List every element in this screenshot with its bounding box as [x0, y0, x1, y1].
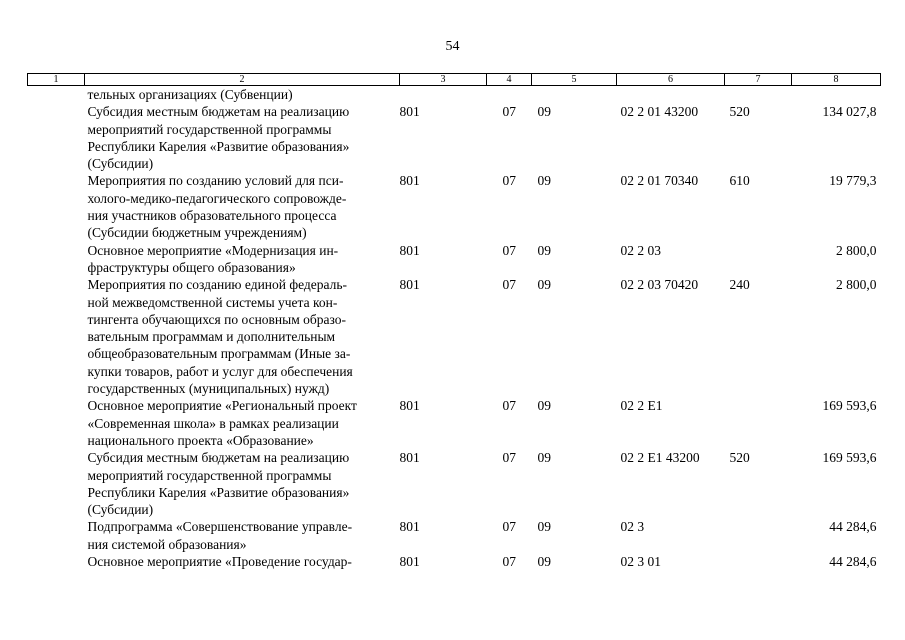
item-name-line: Мероприятия по созданию условий для пси- [87, 173, 344, 189]
item-name-line: тингента обучающихся по основным образо- [87, 311, 346, 327]
subsection-code-cell: 09 [537, 398, 551, 414]
page-number: 54 [445, 39, 460, 54]
subsection-code-cell: 09 [537, 173, 551, 189]
item-name-line: ния участников образовательного процесса [87, 208, 337, 224]
table-row [28, 86, 881, 104]
item-name-line: вательным программам и дополнительным [87, 329, 336, 345]
item-name-line: (Субсидии) [87, 156, 154, 172]
department-code-cell: 801 [399, 398, 420, 414]
column-number-header: 5 [532, 74, 617, 86]
department-code-cell: 801 [399, 173, 420, 189]
item-name-line: ной межведомственной системы учета кон- [87, 294, 338, 310]
department-code-cell: 801 [399, 242, 420, 258]
item-name-line: холого-медико-педагогического сопровожде- [87, 190, 347, 206]
expense-type-cell [725, 242, 792, 277]
column-number-header: 8 [792, 74, 881, 86]
item-name-line: (Субсидии) [87, 502, 154, 518]
amount-cell: 169 593,6 [822, 450, 877, 466]
target-article-cell: 02 2 01 70340 [620, 173, 699, 189]
subsection-code-cell: 09 [537, 242, 551, 258]
section-code-cell [487, 86, 532, 104]
column-number-header: 2 [85, 74, 400, 86]
section-code-cell: 07 [502, 104, 516, 120]
amount-cell: 2 800,0 [836, 242, 877, 258]
column-number-header: 7 [725, 74, 792, 86]
target-article-cell: 02 2 E1 43200 [620, 450, 700, 466]
department-code-cell [400, 86, 487, 104]
row-number-cell [28, 103, 85, 172]
expense-type-cell: 520 [729, 450, 750, 466]
table-row [28, 449, 881, 518]
column-number-header: 4 [487, 74, 532, 86]
expense-type-cell: 240 [729, 277, 750, 293]
expense-type-cell: 610 [729, 173, 750, 189]
row-number-cell [28, 172, 85, 241]
row-number-cell [28, 242, 85, 277]
section-code-cell: 07 [502, 398, 516, 414]
item-name-cell [85, 449, 400, 518]
row-number-cell [28, 86, 85, 104]
row-number-cell [28, 518, 85, 553]
subsection-code-cell [532, 86, 617, 104]
subsection-code-cell: 09 [537, 104, 551, 120]
table-row [28, 103, 881, 172]
item-name-line: мероприятий государственной программы [87, 121, 332, 137]
item-name-line: Подпрограмма «Совершенствование управле- [87, 519, 353, 535]
section-code-cell: 07 [502, 277, 516, 293]
subsection-code-cell: 09 [537, 554, 551, 570]
item-name-line: тельных организациях (Субвенции) [87, 87, 293, 102]
amount-cell: 169 593,6 [822, 398, 877, 414]
item-name-cell [85, 86, 400, 104]
column-number-header-row [28, 74, 881, 86]
item-name-line: государственных (муниципальных) нужд) [87, 381, 330, 397]
table-row [28, 553, 881, 570]
target-article-cell: 02 2 03 [620, 242, 661, 258]
table-row [28, 276, 881, 397]
item-name-cell [85, 518, 400, 553]
target-article-cell: 02 2 03 70420 [620, 277, 699, 293]
section-code-cell: 07 [502, 242, 516, 258]
department-code-cell: 801 [399, 104, 420, 120]
subsection-code-cell: 09 [537, 450, 551, 466]
subsection-code-cell: 09 [537, 277, 551, 293]
item-name-line: национального проекта «Образование» [87, 432, 314, 448]
item-name-line: ния системой образования» [87, 536, 247, 552]
item-name-line: фраструктуры общего образования» [87, 259, 296, 275]
target-article-cell: 02 3 [620, 519, 645, 535]
item-name-line: Республики Карелия «Развитие образования» [87, 138, 350, 154]
item-name-line: Мероприятия по созданию единой федераль- [87, 277, 348, 293]
table-row [28, 242, 881, 277]
table-row [28, 518, 881, 553]
subsection-code-cell: 09 [537, 519, 551, 535]
item-name-cell [85, 397, 400, 449]
item-name-cell [85, 172, 400, 241]
item-name-line: Субсидия местным бюджетам на реализацию [87, 450, 350, 466]
section-code-cell: 07 [502, 173, 516, 189]
item-name-line: Основное мероприятие «Проведение государ- [87, 554, 352, 570]
target-article-cell: 02 2 E1 [620, 398, 663, 414]
target-article-cell: 02 3 01 [620, 554, 661, 570]
amount-cell [792, 86, 881, 104]
row-number-cell [28, 397, 85, 449]
item-name-line: общеобразовательным программам (Иные за- [87, 346, 351, 362]
table-body [28, 86, 881, 571]
table-row [28, 172, 881, 241]
column-number-header: 6 [617, 74, 725, 86]
row-number-cell [28, 553, 85, 570]
item-name-line: мероприятий государственной программы [87, 467, 332, 483]
expense-type-cell [725, 518, 792, 553]
department-code-cell: 801 [399, 450, 420, 466]
item-name-line: купки товаров, работ и услуг для обеспечения [87, 363, 353, 379]
expense-type-cell [725, 553, 792, 570]
item-name-cell [85, 553, 400, 570]
row-number-cell [28, 276, 85, 397]
item-name-cell [85, 242, 400, 277]
department-code-cell: 801 [399, 277, 420, 293]
column-number-header: 3 [400, 74, 487, 86]
item-name-line: «Современная школа» в рамках реализации [87, 415, 339, 431]
expense-type-cell [725, 86, 792, 104]
amount-cell: 19 779,3 [829, 173, 877, 189]
expense-type-cell: 520 [729, 104, 750, 120]
department-code-cell: 801 [399, 519, 420, 535]
table-row [28, 397, 881, 449]
item-name-line: Субсидия местным бюджетам на реализацию [87, 104, 350, 120]
department-code-cell: 801 [399, 554, 420, 570]
amount-cell: 2 800,0 [836, 277, 877, 293]
item-name-cell [85, 103, 400, 172]
amount-cell: 44 284,6 [829, 554, 877, 570]
section-code-cell: 07 [502, 450, 516, 466]
item-name-cell [85, 276, 400, 397]
target-article-cell: 02 2 01 43200 [620, 104, 699, 120]
amount-cell: 44 284,6 [829, 519, 877, 535]
target-article-cell [617, 86, 725, 104]
expense-type-cell [725, 397, 792, 449]
row-number-cell [28, 449, 85, 518]
item-name-line: Основное мероприятие «Региональный проект [87, 398, 357, 414]
section-code-cell: 07 [502, 554, 516, 570]
item-name-line: (Субсидии бюджетным учреждениям) [87, 225, 307, 241]
item-name-line: Основное мероприятие «Модернизация ин- [87, 242, 339, 258]
section-code-cell: 07 [502, 519, 516, 535]
item-name-line: Республики Карелия «Развитие образования» [87, 484, 350, 500]
budget-table [27, 73, 881, 570]
amount-cell: 134 027,8 [822, 104, 877, 120]
column-number-header: 1 [28, 74, 85, 86]
